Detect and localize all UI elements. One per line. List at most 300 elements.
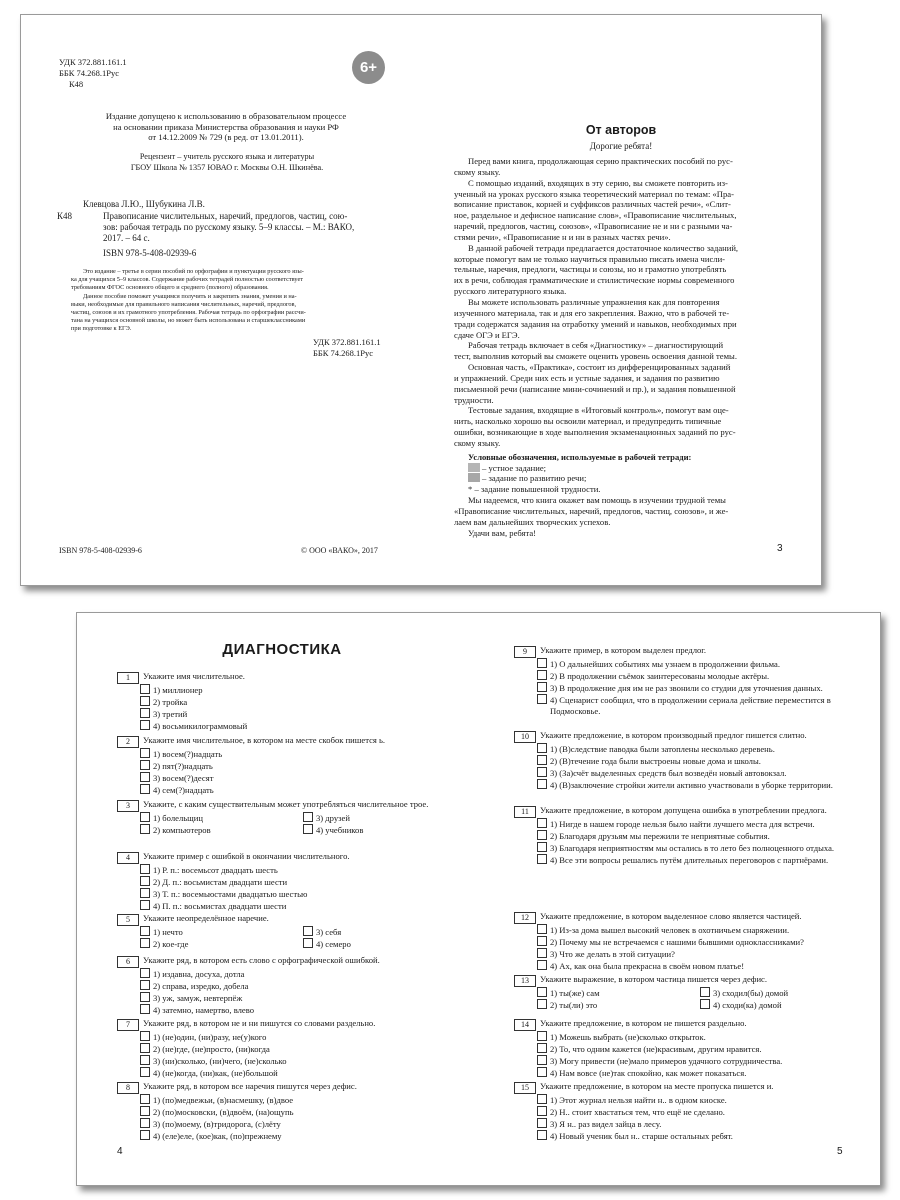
answer-checkbox[interactable]: [140, 720, 150, 730]
answer-checkbox[interactable]: [140, 748, 150, 758]
option-text: 1) миллионер: [153, 685, 203, 695]
preface-line: изученного материала, так и для его закрепления. Важно, что в рабочей те-: [454, 307, 730, 318]
question-text: Укажите предложение, в котором допущена ошибка в употреблении предлога.: [540, 805, 827, 815]
answer-checkbox[interactable]: [140, 1043, 150, 1053]
preface-line: Рабочая тетрадь включает в себя «Диагностику» – диагностирующий: [468, 340, 724, 351]
answer-checkbox[interactable]: [140, 1004, 150, 1014]
answer-checkbox[interactable]: [140, 900, 150, 910]
question-text: Укажите ряд, в котором не и ни пишутся со словами раздельно.: [143, 1018, 376, 1028]
task-question: [117, 799, 447, 812]
option-text: 4) учебников: [316, 825, 364, 835]
answer-checkbox[interactable]: [140, 784, 150, 794]
option-text: 1) болельщиц: [153, 813, 203, 823]
preface-title: От авторов: [585, 123, 657, 137]
approval-line: на основании приказа Министерства образования и науки РФ: [113, 121, 339, 132]
annotation: [71, 268, 391, 334]
reviewer-line: ГБОУ Школа № 1357 ЮВАО г. Москвы О.Н. Шкинёва.: [130, 162, 324, 172]
answer-checkbox[interactable]: [537, 779, 547, 789]
option-text: 3) В продолжение дня им не раз звонили со студии для уточнения данных.: [550, 683, 823, 693]
answer-checkbox[interactable]: [140, 926, 150, 936]
answer-checkbox[interactable]: [140, 876, 150, 886]
answer-option[interactable]: [537, 948, 859, 960]
task-1: [117, 671, 437, 732]
preface-line: вописание приставок, корней и суффиксов различных частей речи», «Слит-: [454, 199, 731, 210]
page-number-right: 5: [837, 1146, 843, 1157]
answer-option[interactable]: [140, 1094, 447, 1106]
answer-option[interactable]: [140, 888, 447, 900]
answer-checkbox[interactable]: [537, 987, 547, 997]
answer-checkbox[interactable]: [303, 926, 313, 936]
option-text: 1) (В)следствие паводка были затоплены несколько деревень.: [550, 744, 775, 754]
answer-option[interactable]: [140, 708, 437, 720]
question-text: Укажите предложение, в котором выделенное слово является частицей.: [540, 911, 802, 921]
answer-checkbox[interactable]: [537, 1067, 547, 1077]
option-text: 2) (В)течение года были выстроены новые дома и школы.: [550, 756, 761, 766]
answer-option[interactable]: [537, 830, 859, 842]
question-text: Укажите предложение, в котором на месте пропуска пишется и.: [540, 1081, 774, 1091]
answer-checkbox[interactable]: [140, 864, 150, 874]
option-text: 4) Сценарист сообщил, что в продолжении сериала действие переместится в Подмосковье.: [550, 695, 831, 716]
option-text: 3) Т. п.: восемьюстами двадцатью шестью: [153, 889, 308, 899]
task-question: [117, 913, 447, 926]
option-text: 2) (не)где, (не)просто, (ни)когда: [153, 1044, 270, 1054]
isbn-line: ISBN 978-5-408-02939-6: [103, 248, 197, 258]
answer-option[interactable]: [140, 864, 447, 876]
answer-option[interactable]: [140, 1130, 447, 1142]
answer-option[interactable]: [537, 1067, 859, 1079]
option-text: 2) Д. п.: восьмистам двадцати шести: [153, 877, 288, 887]
task-10: [514, 730, 859, 791]
option-text: 1) О дальнейших событиях мы узнаем в продолжении фильма.: [550, 659, 780, 669]
annotation-line: частиц, союзов и их грамотного употребления. Рабочая тетрадь по орфографии рассчи-: [71, 309, 306, 317]
answer-checkbox[interactable]: [303, 938, 313, 948]
answer-checkbox[interactable]: [140, 1130, 150, 1140]
task-question: [117, 1081, 447, 1094]
answer-option[interactable]: [140, 1067, 447, 1079]
udk-bottom: [313, 337, 381, 359]
answer-option[interactable]: [303, 926, 453, 938]
task-11: [514, 805, 859, 866]
udk-line: УДК 372.881.161.1: [59, 57, 127, 67]
preface-line: С помощью изданий, входящих в эту серию, вы сможете повторить из-: [468, 177, 728, 188]
option-text: 2) В продолжении съёмок заинтересованы молодые актёры.: [550, 671, 770, 681]
answer-option[interactable]: [537, 743, 859, 755]
annotation-line: ка для учащихся 5–9 классов. Содержание рабочих тетрадей полностью соответствует: [71, 276, 303, 284]
reviewer-line: Рецензент – учитель русского языка и литературы: [139, 152, 315, 161]
answer-checkbox[interactable]: [537, 658, 547, 668]
task-number: 7: [117, 1019, 139, 1031]
answer-option[interactable]: [537, 818, 859, 830]
answer-checkbox[interactable]: [537, 854, 547, 864]
answer-option[interactable]: [537, 854, 859, 866]
answer-option[interactable]: [140, 812, 303, 824]
preface-line: ученный на уроках русского языка теоретический материал по темам: «Пра-: [454, 188, 734, 199]
preface-line: Вы можете использовать различные упражнения как для повторения: [468, 296, 720, 307]
annotation-line: выки, необходимые для правильного написания числительных, наречий, предлогов,: [71, 300, 297, 308]
option-text: 1) (по)медвежьи, (в)насмешку, (в)двое: [153, 1095, 294, 1105]
task-8: [117, 1081, 447, 1142]
bbk-bottom-line: ББК 74.268.1Рус: [313, 348, 374, 358]
answer-option[interactable]: [140, 696, 437, 708]
task-number: 9: [514, 646, 536, 658]
answer-option[interactable]: [537, 936, 859, 948]
closing-line: лаем вам дальнейших творческих успехов.: [454, 516, 611, 527]
question-text: Укажите ряд, в котором все наречия пишутся через дефис.: [143, 1081, 357, 1091]
question-text: Укажите имя числительное.: [143, 671, 245, 681]
udk-block: [59, 57, 127, 90]
answer-option[interactable]: [140, 900, 447, 912]
answer-checkbox[interactable]: [140, 1055, 150, 1065]
answer-option[interactable]: [537, 779, 859, 791]
answer-option[interactable]: [537, 1055, 859, 1067]
answer-option[interactable]: [140, 876, 447, 888]
task-2: [117, 735, 437, 796]
answer-option[interactable]: [537, 1031, 859, 1043]
preface-line: нить, насколько хорошо вы освоили материал, и предупредить типичные: [454, 416, 722, 427]
answer-checkbox[interactable]: [140, 1094, 150, 1104]
answer-option[interactable]: [140, 824, 303, 836]
option-text: 4) восьмикилограммовый: [153, 721, 248, 731]
answer-option[interactable]: [537, 670, 859, 682]
oral-task-icon: [468, 463, 480, 472]
option-text: 1) Этот журнал нельзя найти н.. в одном киоске.: [550, 1095, 727, 1105]
bibliographic-record: [103, 211, 393, 244]
option-text: 2) кое-где: [153, 939, 189, 949]
task-number: 13: [514, 975, 536, 987]
answer-option[interactable]: [537, 924, 859, 936]
answer-checkbox[interactable]: [537, 999, 547, 1009]
answer-checkbox[interactable]: [537, 1055, 547, 1065]
option-text: 2) Почему мы не встречаемся с нашими бывшими одноклассниками?: [550, 937, 804, 947]
task-question: [117, 671, 437, 684]
task-number: 4: [117, 852, 139, 864]
option-text: 1) ты(же) сам: [550, 988, 600, 998]
option-text: 2) (по)московски, (в)двоём, (на)ощупь: [153, 1107, 294, 1117]
task-4: [117, 851, 447, 912]
answer-checkbox[interactable]: [537, 1094, 547, 1104]
task-number: 15: [514, 1082, 536, 1094]
task-5: [117, 913, 447, 950]
option-text: 3) (За)счёт выделенных средств был возведён новый автовокзал.: [550, 768, 787, 778]
answer-checkbox[interactable]: [537, 1031, 547, 1041]
legend-speech: [454, 473, 790, 484]
answer-checkbox[interactable]: [537, 960, 547, 970]
task-number: 1: [117, 672, 139, 684]
legend-advanced: * – задание повышенной трудности.: [468, 484, 601, 495]
option-text: 1) (не)один, (ни)разу, не(у)кого: [153, 1032, 267, 1042]
task-number: 11: [514, 806, 536, 818]
task-question: [117, 955, 447, 968]
option-text: 4) семеро: [316, 939, 351, 949]
answer-checkbox[interactable]: [700, 987, 710, 997]
option-text: 1) Р. п.: восемьсот двадцать шесть: [153, 865, 278, 875]
answer-checkbox[interactable]: [303, 824, 313, 834]
preface-line: ное, раздельное и дефисное написание слов», «Правописание числительных,: [454, 210, 737, 221]
bbk-line: ББК 74.268.1Рус: [59, 68, 120, 78]
preface-line: которые помогут вам не только научиться правильно писать имена числи-: [454, 253, 726, 264]
option-text: 4) (еле)еле, (кое)как, (по)прежнему: [153, 1131, 282, 1141]
task-12: [514, 911, 859, 972]
task-number: 8: [117, 1082, 139, 1094]
preface-line: и упражнений. Среди них есть и устные задания, и задания по развитию: [454, 372, 720, 383]
task-number: 14: [514, 1019, 536, 1031]
answer-checkbox[interactable]: [140, 1031, 150, 1041]
answer-option[interactable]: [537, 755, 859, 767]
preface-line: письменной речи (написание мини-сочинений и пр.), и задания повышенной: [454, 383, 736, 394]
option-text: 4) Все эти вопросы решались путём длительных переговоров с партнёрами.: [550, 855, 829, 865]
question-text: Укажите предложение, в котором производный предлог пишется слитно.: [540, 730, 807, 740]
option-text: 1) Нигде в нашем городе нельзя было найти лучшего места для встречи.: [550, 819, 815, 829]
task-question: [514, 805, 859, 818]
answer-option[interactable]: [140, 720, 437, 732]
option-text: 3) Что же делать в этой ситуации?: [550, 949, 675, 959]
task-question: [514, 730, 859, 743]
answer-option[interactable]: [140, 1004, 447, 1016]
approval-line: Издание допущено к использованию в образовательном процессе: [105, 111, 347, 121]
answer-checkbox[interactable]: [140, 980, 150, 990]
answer-option[interactable]: [303, 824, 453, 836]
answer-option[interactable]: [537, 1043, 859, 1055]
preface-line: тест, выполнив который вы сможете оценить уровень освоения данной темы.: [454, 351, 737, 362]
diagnostics-title: ДИАГНОСТИКА: [222, 641, 342, 658]
option-text: 4) Нам вовсе (не)так спокойно, как может показаться.: [550, 1068, 747, 1078]
answer-checkbox[interactable]: [537, 743, 547, 753]
answer-option[interactable]: [140, 784, 437, 796]
question-text: Укажите имя числительное, в котором на месте скобок пишется ь.: [143, 735, 386, 745]
answer-option[interactable]: [537, 1118, 859, 1130]
preface-line: ошибки, возникающие в ходе выполнения экзаменационных заданий по рус-: [454, 427, 736, 438]
answer-checkbox[interactable]: [537, 924, 547, 934]
option-text: 1) Можешь выбрать (не)сколько открыток.: [550, 1032, 706, 1042]
question-text: Укажите выражение, в котором частица пишется через дефис.: [540, 974, 768, 984]
authors-line: Клевцова Л.Ю., Шубукина Л.В.: [83, 199, 205, 209]
answer-checkbox[interactable]: [303, 812, 313, 822]
answer-option[interactable]: [537, 694, 859, 717]
answer-option[interactable]: [140, 980, 447, 992]
footer-copyright: © ООО «ВАКО», 2017: [301, 546, 378, 555]
option-text: 3) Могу привести (не)мало примеров удачного сотрудничества.: [550, 1056, 783, 1066]
answer-option[interactable]: [303, 938, 453, 950]
preface-greeting: Дорогие ребята!: [589, 141, 653, 151]
option-text: 3) Благодаря неприятностям мы остались в то лето без полноценного отдыха.: [550, 843, 835, 853]
answer-option[interactable]: [140, 1118, 447, 1130]
option-text: 4) (не)когда, (ни)как, (не)большой: [153, 1068, 278, 1078]
author-mark: К48: [69, 79, 84, 89]
speech-task-icon: [468, 473, 480, 482]
answer-option[interactable]: [537, 658, 859, 670]
answer-checkbox[interactable]: [140, 760, 150, 770]
answer-checkbox[interactable]: [537, 830, 547, 840]
legend-title: Условные обозначения, используемые в рабочей тетради:: [468, 451, 692, 462]
answer-checkbox[interactable]: [140, 772, 150, 782]
option-text: 2) тройка: [153, 697, 188, 707]
preface-line: сдаче ОГЭ и ЕГЭ.: [454, 329, 520, 340]
answer-checkbox[interactable]: [537, 948, 547, 958]
answer-checkbox[interactable]: [537, 936, 547, 946]
option-text: 2) компьютеров: [153, 825, 211, 835]
answer-option[interactable]: [140, 684, 437, 696]
annotation-line: Данное пособие поможет учащимся получить и закрепить знания, умения и на-: [83, 292, 297, 300]
answer-checkbox[interactable]: [537, 682, 547, 692]
task-6: [117, 955, 447, 1016]
task-9: [514, 645, 859, 717]
udk-bottom-line: УДК 372.881.161.1: [313, 337, 381, 347]
option-text: 4) сходи(ка) домой: [713, 1000, 782, 1010]
answer-checkbox[interactable]: [140, 824, 150, 834]
answer-checkbox[interactable]: [537, 670, 547, 680]
question-text: Укажите неопределённое наречие.: [143, 913, 269, 923]
answer-option[interactable]: [537, 960, 859, 972]
answer-option[interactable]: [140, 926, 303, 938]
preface-line: трудности.: [454, 394, 494, 405]
annotation-line: требованиям ФГОС основного общего и среднего (полного) образования.: [71, 284, 269, 292]
option-text: 4) (В)заключение стройки жители активно участвовали в уборке территории.: [550, 780, 833, 790]
option-text: 3) Я н.. раз видел зайца в лесу.: [550, 1119, 662, 1129]
option-text: 4) затемно, намертво, влево: [153, 1005, 255, 1015]
answer-checkbox[interactable]: [537, 842, 547, 852]
question-text: Укажите предложение, в котором не пишется раздельно.: [540, 1018, 747, 1028]
option-text: 1) Из-за дома вышел высокий человек в охотничьем снаряжении.: [550, 925, 790, 935]
answer-checkbox[interactable]: [537, 1118, 547, 1128]
preface-body: [454, 156, 790, 539]
annotation-line: при подготовке к ЕГЭ.: [71, 325, 132, 333]
answer-checkbox[interactable]: [140, 1067, 150, 1077]
preface-line: скому языку.: [454, 166, 501, 177]
legend-oral: [454, 463, 790, 474]
task-question: [514, 974, 859, 987]
annotation-line: Это издание – третье в серии пособий по орфографии и пунктуации русского язы-: [83, 268, 304, 275]
answer-checkbox[interactable]: [140, 968, 150, 978]
option-text: 4) П. п.: восьмистах двадцати шести: [153, 901, 287, 911]
option-text: 4) Новый ученик был н.. старше остальных ребят.: [550, 1131, 733, 1141]
answer-option[interactable]: [140, 938, 303, 950]
option-text: 2) справа, изредко, добела: [153, 981, 249, 991]
answer-option[interactable]: [537, 999, 700, 1011]
preface-line: тради содержатся задания на отработку умений и навыков, необходимых при: [454, 318, 737, 329]
answer-option[interactable]: [700, 999, 850, 1011]
legend-oral-text: – устное задание;: [482, 462, 547, 473]
answer-option[interactable]: [140, 992, 447, 1004]
legend-speech-text: – задание по развитию речи;: [482, 473, 587, 484]
reviewer-note: [97, 152, 357, 173]
task-number: 5: [117, 914, 139, 926]
answer-checkbox[interactable]: [537, 1106, 547, 1116]
answer-option[interactable]: [140, 1055, 447, 1067]
option-text: 1) восем(?)надцать: [153, 749, 223, 759]
answer-checkbox[interactable]: [537, 755, 547, 765]
option-text: 3) третий: [153, 709, 188, 719]
answer-checkbox[interactable]: [700, 999, 710, 1009]
answer-checkbox[interactable]: [537, 1130, 547, 1140]
answer-option[interactable]: [537, 1130, 859, 1142]
imprint-spread: [20, 14, 822, 586]
question-text: Укажите ряд, в котором есть слово с орфографической ошибкой.: [143, 955, 380, 965]
approval-line: от 14.12.2009 № 729 (в ред. от 13.01.2011).: [148, 132, 304, 142]
footer-isbn: ISBN 978-5-408-02939-6: [59, 546, 142, 555]
answer-checkbox[interactable]: [537, 694, 547, 704]
task-question: [514, 645, 859, 658]
answer-checkbox[interactable]: [140, 708, 150, 718]
question-text: Укажите, с каким существительным может употребляться числительное трое.: [143, 799, 429, 809]
preface-line: Перед вами книга, продолжающая серию практических пособий по рус-: [468, 156, 733, 166]
task-14: [514, 1018, 859, 1079]
page-number-left: 4: [117, 1146, 123, 1157]
answer-option[interactable]: [537, 1094, 859, 1106]
answer-checkbox[interactable]: [140, 812, 150, 822]
answer-option[interactable]: [140, 1043, 447, 1055]
task-question: [514, 1081, 859, 1094]
answer-checkbox[interactable]: [537, 818, 547, 828]
preface-line: тельные, наречия, предлоги, частицы и союзы, но и грамотно употреблять: [454, 264, 727, 275]
approval-note: [81, 111, 371, 143]
option-text: 3) друзей: [316, 813, 350, 823]
task-number: 6: [117, 956, 139, 968]
diagnostics-spread: [76, 612, 881, 1186]
bib-line: 2017. – 64 с.: [103, 233, 150, 243]
answer-option[interactable]: [140, 748, 437, 760]
bib-line: Правописание числительных, наречий, предлогов, частиц, сою-: [103, 211, 348, 221]
task-number: 2: [117, 736, 139, 748]
preface-line: русского литературного языка.: [454, 286, 567, 297]
answer-checkbox[interactable]: [140, 684, 150, 694]
answer-option[interactable]: [537, 987, 700, 999]
closing-line: «Правописание числительных, наречий, предлогов, частиц, союзов», и же-: [454, 506, 729, 516]
closing-line: Мы надеемся, что книга окажет вам помощь в изучении трудной темы: [468, 495, 726, 506]
answer-option[interactable]: [537, 767, 859, 779]
option-text: 4) сем(?)надцать: [153, 785, 214, 795]
answer-checkbox[interactable]: [140, 1118, 150, 1128]
task-7: [117, 1018, 447, 1079]
closing-line: Удачи вам, ребята!: [468, 527, 537, 538]
preface-line: стями речи», «Правописание н и нн в разных частях речи».: [454, 231, 671, 242]
option-text: 2) ты(ли) это: [550, 1000, 598, 1010]
option-text: 1) нечто: [153, 927, 183, 937]
preface-line: скому языку.: [454, 437, 501, 448]
answer-option[interactable]: [537, 842, 859, 854]
answer-checkbox[interactable]: [140, 992, 150, 1002]
question-text: Укажите пример с ошибкой в окончании числительного.: [143, 851, 350, 861]
option-text: 3) (ни)сколько, (ни)чего, (не)сколько: [153, 1056, 287, 1066]
option-text: 2) То, что одним кажется (не)красивым, другим нравится.: [550, 1044, 762, 1054]
answer-checkbox[interactable]: [140, 938, 150, 948]
option-text: 4) Ах, как она была прекрасна в своём новом платье!: [550, 961, 745, 971]
answer-option[interactable]: [140, 1031, 447, 1043]
k48-mark: К48: [57, 211, 73, 221]
age-rating-badge: 6+: [352, 51, 385, 84]
task-number: 10: [514, 731, 536, 743]
option-text: 1) издавна, досуха, дотла: [153, 969, 245, 979]
answer-checkbox[interactable]: [140, 1106, 150, 1116]
answer-option[interactable]: [537, 682, 859, 694]
answer-checkbox[interactable]: [537, 1043, 547, 1053]
annotation-line: тана на учащихся основной школы, но может быть использована и старшеклассниками: [71, 317, 306, 325]
answer-option[interactable]: [140, 1106, 447, 1118]
answer-option[interactable]: [140, 760, 437, 772]
answer-checkbox[interactable]: [537, 767, 547, 777]
answer-option[interactable]: [303, 812, 453, 824]
answer-checkbox[interactable]: [140, 696, 150, 706]
answer-option[interactable]: [140, 772, 437, 784]
task-question: [117, 735, 437, 748]
answer-option[interactable]: [537, 1106, 859, 1118]
option-text: 3) уж, замуж, невтерпёж: [153, 993, 243, 1003]
answer-option[interactable]: [140, 968, 447, 980]
preface-line: их в речи, соблюдая грамматические и стилистические нормы современного: [454, 275, 735, 286]
option-text: 3) сходил(бы) домой: [713, 988, 789, 998]
preface-line: наречий, предлогов, частиц, союзов», «Правописание не и ни с разными ча-: [454, 221, 733, 232]
answer-option[interactable]: [700, 987, 850, 999]
answer-checkbox[interactable]: [140, 888, 150, 898]
